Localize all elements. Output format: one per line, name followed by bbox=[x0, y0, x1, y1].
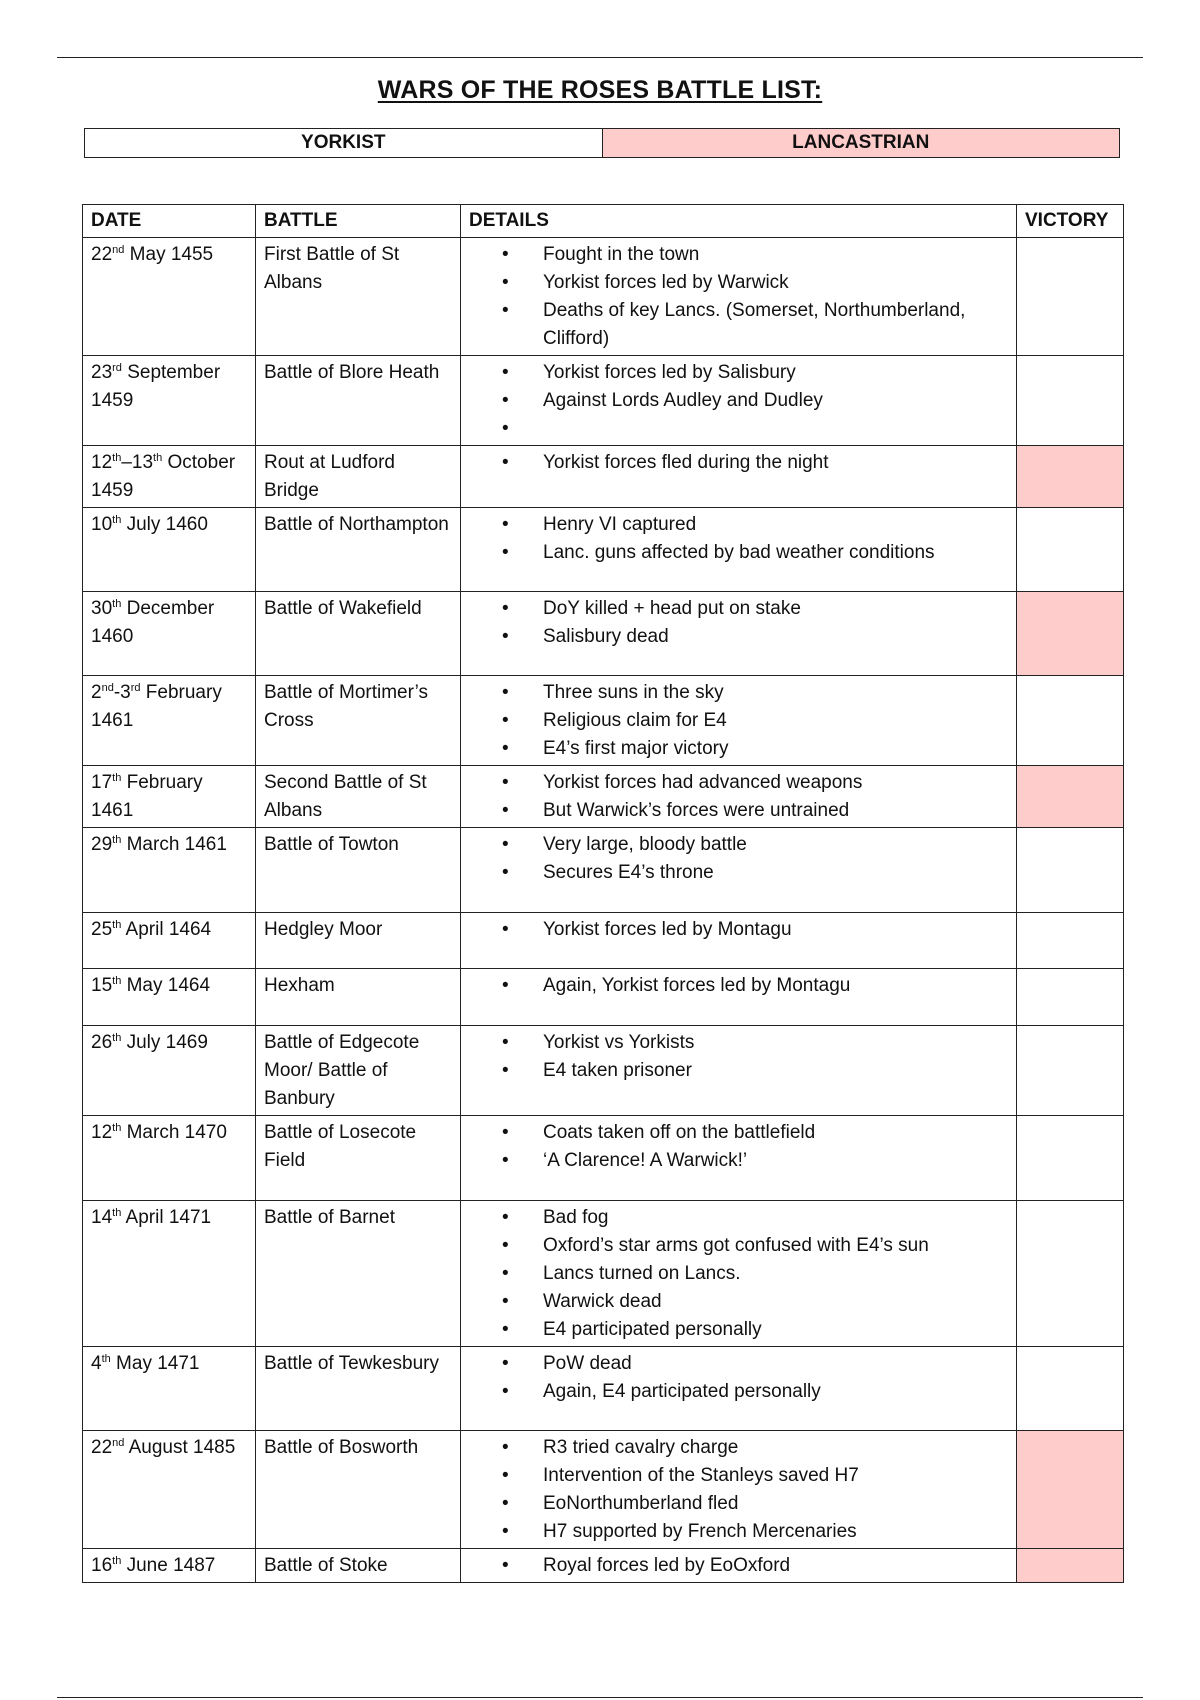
page-title bbox=[0, 76, 1200, 105]
header-date: DATE bbox=[83, 205, 256, 238]
cell-victory-yorkist bbox=[1017, 1026, 1124, 1116]
detail-item: • Yorkist forces led by Warwick bbox=[461, 269, 1008, 297]
battle-rows bbox=[83, 238, 1124, 1583]
cell-victory-lancastrian bbox=[1017, 1549, 1124, 1583]
cell-details bbox=[461, 766, 1017, 828]
detail-item: • R3 tried cavalry charge bbox=[461, 1434, 1008, 1462]
cell-battle: First Battle of St Albans bbox=[256, 238, 461, 356]
details-list bbox=[461, 1204, 1008, 1344]
table-row bbox=[83, 969, 1124, 1026]
table-row bbox=[83, 1116, 1124, 1201]
cell-date: 4th May 1471 bbox=[83, 1347, 256, 1431]
cell-victory-lancastrian bbox=[1017, 446, 1124, 508]
cell-victory-lancastrian bbox=[1017, 766, 1124, 828]
cell-date: 17th February 1461 bbox=[83, 766, 256, 828]
detail-item: • Salisbury dead bbox=[461, 623, 1008, 651]
cell-details bbox=[461, 446, 1017, 508]
cell-date: 15th May 1464 bbox=[83, 969, 256, 1026]
cell-victory-yorkist bbox=[1017, 1201, 1124, 1347]
table-row bbox=[83, 446, 1124, 508]
details-list bbox=[461, 241, 1008, 353]
details-list bbox=[461, 1552, 1008, 1580]
details-list bbox=[461, 769, 1008, 825]
cell-date: 23rd September 1459 bbox=[83, 356, 256, 446]
cell-battle: Hedgley Moor bbox=[256, 913, 461, 969]
cell-date: 30th December 1460 bbox=[83, 592, 256, 676]
cell-victory-yorkist bbox=[1017, 913, 1124, 969]
details-list bbox=[461, 1350, 1008, 1406]
detail-item: • Coats taken off on the battlefield bbox=[461, 1119, 1008, 1147]
details-list bbox=[461, 449, 1008, 477]
detail-item: • Oxford’s star arms got confused with E4’s sun bbox=[461, 1232, 1008, 1260]
detail-item: • Henry VI captured bbox=[461, 511, 1008, 539]
detail-item: • Lanc. guns affected by bad weather conditions bbox=[461, 539, 1008, 567]
cell-battle: Battle of Barnet bbox=[256, 1201, 461, 1347]
detail-item: • Religious claim for E4 bbox=[461, 707, 1008, 735]
key-yorkist: YORKIST bbox=[85, 129, 603, 157]
detail-item: • Deaths of key Lancs. (Somerset, Northumberland, Clifford) bbox=[461, 297, 1008, 353]
cell-details bbox=[461, 356, 1017, 446]
cell-date: 22nd August 1485 bbox=[83, 1431, 256, 1549]
faction-key bbox=[84, 128, 1120, 158]
detail-item: • Bad fog bbox=[461, 1204, 1008, 1232]
detail-item: • Again, Yorkist forces led by Montagu bbox=[461, 972, 1008, 1000]
cell-victory-lancastrian bbox=[1017, 592, 1124, 676]
table-row bbox=[83, 1201, 1124, 1347]
table-row bbox=[83, 1026, 1124, 1116]
table-row bbox=[83, 828, 1124, 913]
detail-item: • Against Lords Audley and Dudley bbox=[461, 387, 1008, 415]
detail-item: • Intervention of the Stanleys saved H7 bbox=[461, 1462, 1008, 1490]
details-list bbox=[461, 359, 1008, 443]
cell-victory-yorkist bbox=[1017, 969, 1124, 1026]
detail-item: • Yorkist forces had advanced weapons bbox=[461, 769, 1008, 797]
table-row bbox=[83, 508, 1124, 592]
table-row bbox=[83, 913, 1124, 969]
cell-date: 12th–13th October 1459 bbox=[83, 446, 256, 508]
cell-victory-yorkist bbox=[1017, 676, 1124, 766]
table-row bbox=[83, 1549, 1124, 1583]
cell-details bbox=[461, 1116, 1017, 1201]
header-details: DETAILS bbox=[461, 205, 1017, 238]
detail-item: • ‘A Clarence! A Warwick!’ bbox=[461, 1147, 1008, 1175]
page-title-text: WARS OF THE ROSES BATTLE LIST: bbox=[377, 76, 823, 104]
table-row bbox=[83, 676, 1124, 766]
cell-details bbox=[461, 676, 1017, 766]
detail-item: • Royal forces led by EoOxford bbox=[461, 1552, 1008, 1580]
cell-details bbox=[461, 1549, 1017, 1583]
details-list bbox=[461, 972, 1008, 1000]
detail-item: • But Warwick’s forces were untrained bbox=[461, 797, 1008, 825]
detail-item: • E4 participated personally bbox=[461, 1316, 1008, 1344]
table-row bbox=[83, 238, 1124, 356]
cell-battle: Battle of Mortimer’s Cross bbox=[256, 676, 461, 766]
details-list bbox=[461, 1119, 1008, 1175]
table-row bbox=[83, 1431, 1124, 1549]
detail-item: • EoNorthumberland fled bbox=[461, 1490, 1008, 1518]
detail-item: • Secures E4’s throne bbox=[461, 859, 1008, 887]
cell-details bbox=[461, 828, 1017, 913]
cell-battle: Battle of Edgecote Moor/ Battle of Banbury bbox=[256, 1026, 461, 1116]
cell-battle: Second Battle of St Albans bbox=[256, 766, 461, 828]
cell-battle: Rout at Ludford Bridge bbox=[256, 446, 461, 508]
bottom-rule bbox=[57, 1697, 1143, 1698]
cell-date: 14th April 1471 bbox=[83, 1201, 256, 1347]
cell-details bbox=[461, 1201, 1017, 1347]
cell-victory-lancastrian bbox=[1017, 1431, 1124, 1549]
table-row bbox=[83, 356, 1124, 446]
cell-battle: Battle of Stoke bbox=[256, 1549, 461, 1583]
cell-date: 2nd-3rd February 1461 bbox=[83, 676, 256, 766]
cell-battle: Battle of Bosworth bbox=[256, 1431, 461, 1549]
cell-date: 29th March 1461 bbox=[83, 828, 256, 913]
detail-item: • E4 taken prisoner bbox=[461, 1057, 1008, 1085]
cell-details bbox=[461, 1347, 1017, 1431]
cell-date: 10th July 1460 bbox=[83, 508, 256, 592]
cell-battle: Battle of Wakefield bbox=[256, 592, 461, 676]
cell-details bbox=[461, 969, 1017, 1026]
detail-item: • E4’s first major victory bbox=[461, 735, 1008, 763]
table-row bbox=[83, 766, 1124, 828]
cell-battle: Hexham bbox=[256, 969, 461, 1026]
details-list bbox=[461, 1434, 1008, 1546]
cell-battle: Battle of Losecote Field bbox=[256, 1116, 461, 1201]
details-list bbox=[461, 595, 1008, 651]
detail-item: • Three suns in the sky bbox=[461, 679, 1008, 707]
detail-item bbox=[461, 415, 1008, 443]
detail-item: • H7 supported by French Mercenaries bbox=[461, 1518, 1008, 1546]
cell-details bbox=[461, 238, 1017, 356]
detail-item: • Yorkist forces led by Montagu bbox=[461, 916, 1008, 944]
cell-battle: Battle of Northampton bbox=[256, 508, 461, 592]
cell-battle: Battle of Tewkesbury bbox=[256, 1347, 461, 1431]
cell-details bbox=[461, 592, 1017, 676]
cell-date: 25th April 1464 bbox=[83, 913, 256, 969]
cell-date: 26th July 1469 bbox=[83, 1026, 256, 1116]
header-battle: BATTLE bbox=[256, 205, 461, 238]
detail-item: • Yorkist forces fled during the night bbox=[461, 449, 1008, 477]
cell-date: 12th March 1470 bbox=[83, 1116, 256, 1201]
table-row bbox=[83, 592, 1124, 676]
details-list bbox=[461, 916, 1008, 944]
detail-item: • Very large, bloody battle bbox=[461, 831, 1008, 859]
key-lancastrian: LANCASTRIAN bbox=[603, 129, 1120, 157]
cell-date: 16th June 1487 bbox=[83, 1549, 256, 1583]
cell-details bbox=[461, 1431, 1017, 1549]
cell-date: 22nd May 1455 bbox=[83, 238, 256, 356]
detail-item: • Again, E4 participated personally bbox=[461, 1378, 1008, 1406]
cell-details bbox=[461, 913, 1017, 969]
detail-item: • Warwick dead bbox=[461, 1288, 1008, 1316]
table-row bbox=[83, 1347, 1124, 1431]
detail-item: • PoW dead bbox=[461, 1350, 1008, 1378]
detail-item: • Lancs turned on Lancs. bbox=[461, 1260, 1008, 1288]
top-rule bbox=[57, 57, 1143, 58]
details-list bbox=[461, 831, 1008, 887]
cell-victory-yorkist bbox=[1017, 356, 1124, 446]
cell-details bbox=[461, 1026, 1017, 1116]
cell-battle: Battle of Towton bbox=[256, 828, 461, 913]
cell-victory-yorkist bbox=[1017, 508, 1124, 592]
header-victory: VICTORY bbox=[1017, 205, 1124, 238]
cell-victory-yorkist bbox=[1017, 238, 1124, 356]
detail-item: • Fought in the town bbox=[461, 241, 1008, 269]
detail-item: • DoY killed + head put on stake bbox=[461, 595, 1008, 623]
table-header-row bbox=[83, 205, 1124, 238]
cell-victory-yorkist bbox=[1017, 828, 1124, 913]
cell-details bbox=[461, 508, 1017, 592]
battle-table bbox=[82, 204, 1124, 1583]
cell-battle: Battle of Blore Heath bbox=[256, 356, 461, 446]
cell-victory-yorkist bbox=[1017, 1116, 1124, 1201]
details-list bbox=[461, 511, 1008, 567]
details-list bbox=[461, 1029, 1008, 1085]
details-list bbox=[461, 679, 1008, 763]
detail-item: • Yorkist vs Yorkists bbox=[461, 1029, 1008, 1057]
detail-item: • Yorkist forces led by Salisbury bbox=[461, 359, 1008, 387]
cell-victory-yorkist bbox=[1017, 1347, 1124, 1431]
